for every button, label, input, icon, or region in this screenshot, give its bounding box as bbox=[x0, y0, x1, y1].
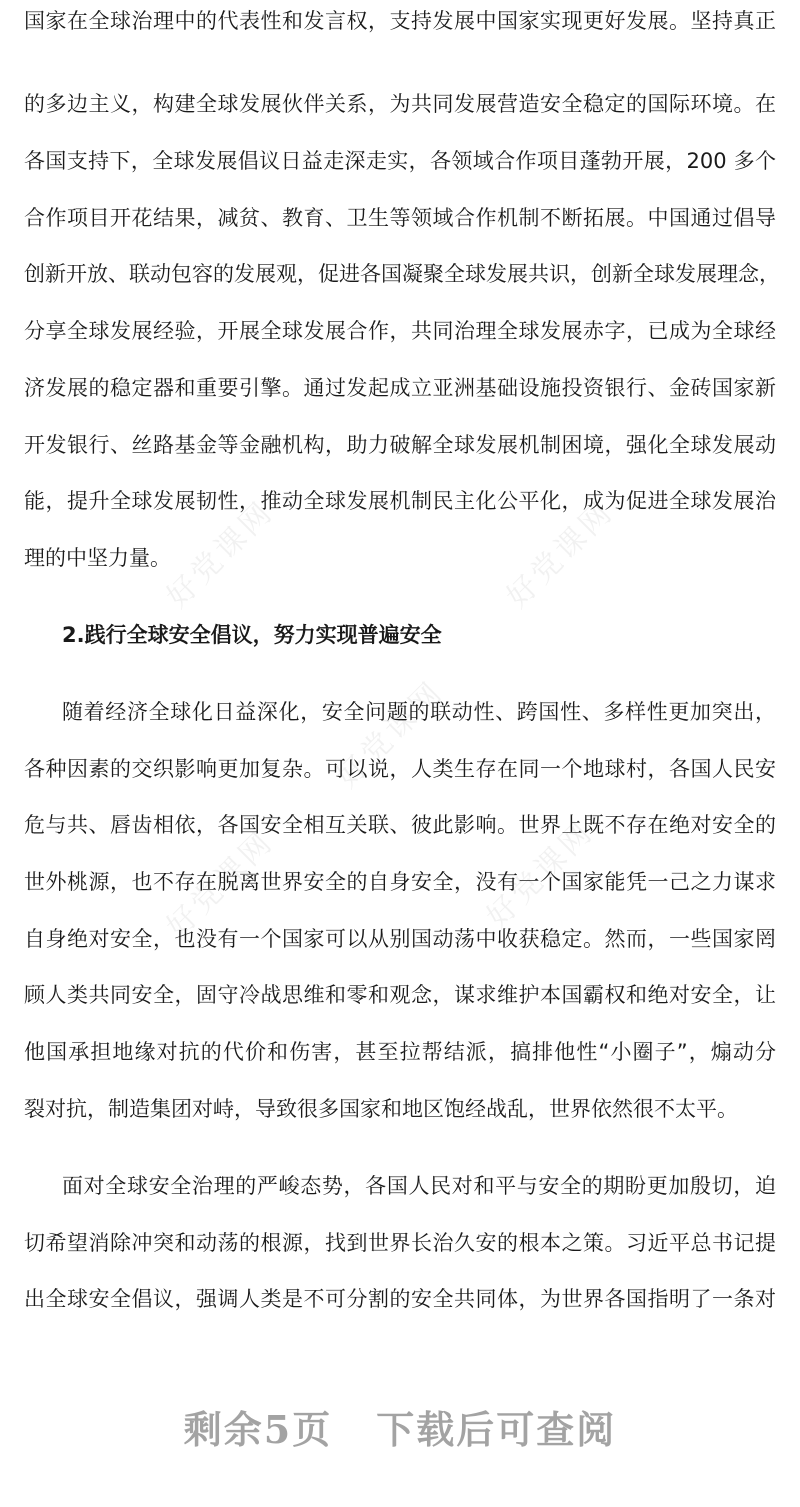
remaining-pages-text[interactable]: 剩余5页 bbox=[183, 1407, 333, 1452]
download-to-view-text[interactable]: 下载后可查阅 bbox=[376, 1407, 617, 1452]
text-line: 理的中坚力量。 bbox=[24, 546, 171, 570]
watermark: 好党课网 bbox=[160, 824, 281, 945]
text-line: 面对全球安全治理的严峻态势，各国人民对和平与安全的期盼更加殷切，迫 bbox=[62, 1174, 776, 1198]
watermark: 好党课网 bbox=[480, 814, 601, 935]
text-line: 随着经济全球化日益深化，安全问题的联动性、跨国性、多样性更加突出， bbox=[62, 700, 776, 724]
text-line: 自身绝对安全，也没有一个国家可以从别国动荡中收获稳定。然而，一些国家罔 bbox=[24, 927, 776, 951]
text-line: 他国承担地缘对抗的代价和伤害，甚至拉帮结派，搞排他性“小圈子”，煽动分 bbox=[24, 1040, 776, 1064]
text-line: 合作项目开花结果，减贫、教育、卫生等领域合作机制不断拓展。中国通过倡导 bbox=[24, 206, 776, 230]
text-line: 创新开放、联动包容的发展观，促进各国凝聚全球发展共识，创新全球发展理念， bbox=[24, 262, 780, 286]
text-line: 出全球安全倡议，强调人类是不可分割的安全共同体，为世界各国指明了一条对 bbox=[24, 1287, 776, 1311]
text-line: 世外桃源，也不存在脱离世界安全的自身安全，没有一个国家能凭一己之力谋求 bbox=[24, 870, 776, 894]
text-line: 各种因素的交织影响更加复杂。可以说，人类生存在同一个地球村，各国人民安 bbox=[24, 757, 776, 781]
text-line: 危与共、唇齿相依，各国安全相互关联、彼此影响。世界上既不存在绝对安全的 bbox=[24, 813, 776, 837]
text-line: 国家在全球治理中的代表性和发言权，支持发展中国家实现更好发展。坚持真正 bbox=[24, 9, 776, 33]
text-line: 顾人类共同安全，固守冷战思维和零和观念，谋求维护本国霸权和绝对安全，让 bbox=[24, 983, 776, 1007]
text-line: 裂对抗，制造集团对峙，导致很多国家和地区饱经战乱，世界依然很不太平。 bbox=[24, 1097, 738, 1121]
text-line: 济发展的稳定器和重要引擎。通过发起成立亚洲基础设施投资银行、金砖国家新 bbox=[24, 376, 776, 400]
text-line: 分享全球发展经验，开展全球发展合作，共同治理全球发展赤字，已成为全球经 bbox=[24, 319, 776, 343]
watermark: 好党课网 bbox=[330, 674, 451, 795]
watermark: 好党课网 bbox=[500, 494, 621, 615]
text-line: 切希望消除冲突和动荡的根源，找到世界长治久安的根本之策。习近平总书记提 bbox=[24, 1231, 776, 1255]
section-heading: 2.践行全球安全倡议，努力实现普遍安全 bbox=[62, 623, 442, 647]
watermark: 好党课网 bbox=[160, 494, 281, 615]
text-line: 各国支持下，全球发展倡议日益走深走实，各领域合作项目蓬勃开展，200 多个 bbox=[24, 149, 776, 173]
text-line: 的多边主义，构建全球发展伙伴关系，为共同发展营造安全稳定的国际环境。在 bbox=[24, 92, 776, 116]
text-line: 开发银行、丝路基金等金融机构，助力破解全球发展机制困境，强化全球发展动 bbox=[24, 433, 776, 457]
download-banner[interactable] bbox=[0, 1405, 800, 1455]
text-line: 能，提升全球发展韧性，推动全球发展机制民主化公平化，成为促进全球发展治 bbox=[24, 489, 776, 513]
